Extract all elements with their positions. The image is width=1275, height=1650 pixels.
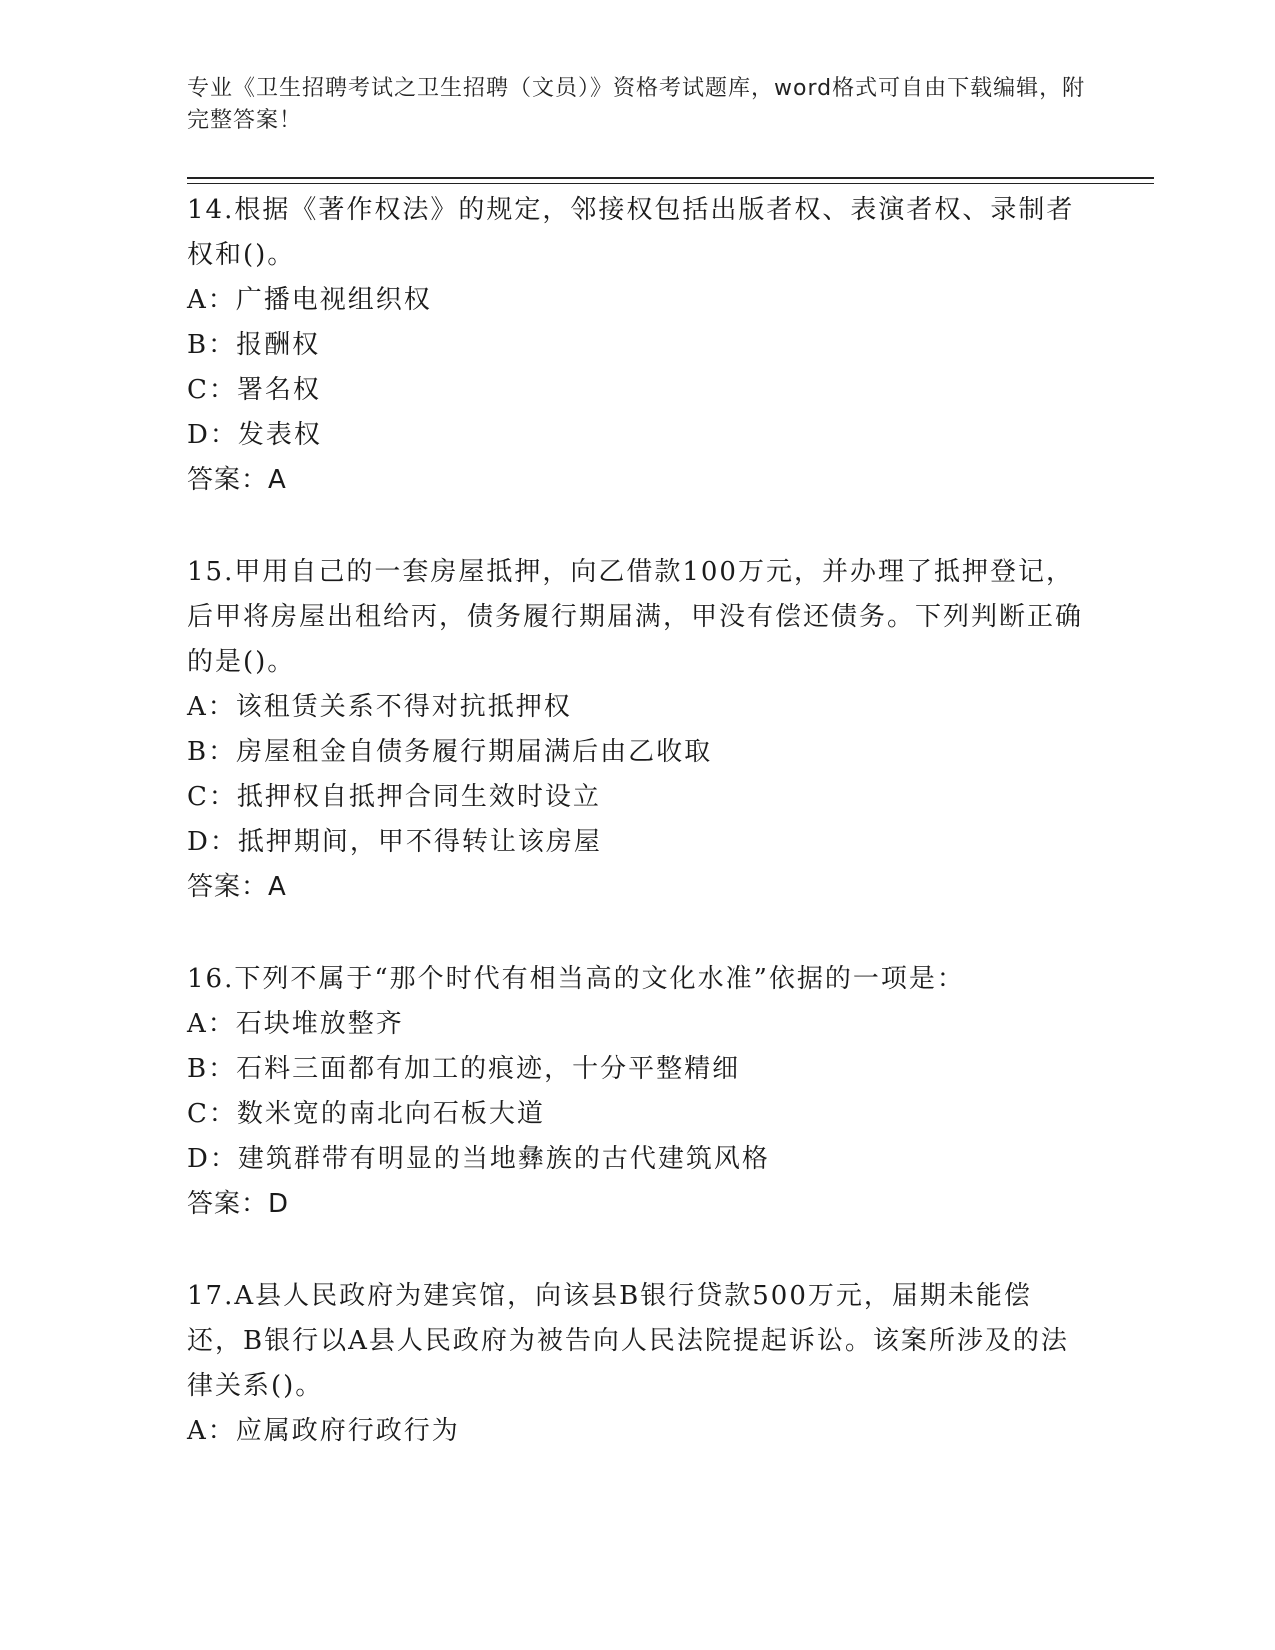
option-b: B：房屋租金自债务履行期届满后由乙收取 xyxy=(187,737,713,767)
answer: 答案：D xyxy=(187,1189,290,1219)
question-17 xyxy=(187,1274,1087,1454)
option-c: C：抵押权自抵押合同生效时设立 xyxy=(187,782,601,812)
option-a: A：广播电视组织权 xyxy=(187,285,432,315)
question-spacer xyxy=(187,503,1087,550)
question-15 xyxy=(187,550,1087,910)
option-c: C：署名权 xyxy=(187,375,321,405)
option-a: A：应属政府行政行为 xyxy=(187,1416,460,1446)
option-a: A：该租赁关系不得对抗抵押权 xyxy=(187,692,572,722)
header-divider-thin xyxy=(187,183,1154,184)
question-list xyxy=(187,188,1087,1454)
option-d: D：发表权 xyxy=(187,420,322,450)
option-a: A：石块堆放整齐 xyxy=(187,1009,404,1039)
answer: 答案：A xyxy=(187,465,287,495)
page-header: 专业《卫生招聘考试之卫生招聘（文员）》资格考试题库，word格式可自由下载编辑，附完整答案！ xyxy=(187,76,1086,133)
option-b: B：报酬权 xyxy=(187,330,321,360)
question-14 xyxy=(187,188,1087,503)
option-b: B：石料三面都有加工的痕迹，十分平整精细 xyxy=(187,1054,741,1084)
question-spacer xyxy=(187,1227,1087,1274)
question-stem: 15.甲用自己的一套房屋抵押，向乙借款100万元，并办理了抵押登记，后甲将房屋出租给丙，债务履行期届满，甲没有偿还债务。下列判断正确的是()。 xyxy=(187,557,1084,677)
question-stem: 16.下列不属于“那个时代有相当高的文化水准”依据的一项是： xyxy=(187,964,965,994)
option-d: D：建筑群带有明显的当地彝族的古代建筑风格 xyxy=(187,1144,770,1174)
header-divider-thick xyxy=(187,177,1154,179)
option-d: D：抵押期间，甲不得转让该房屋 xyxy=(187,827,602,857)
question-spacer xyxy=(187,910,1087,957)
question-stem: 17.A县人民政府为建宾馆，向该县B银行贷款500万元，届期未能偿还，B银行以A县人民政府为被告向人民法院提起诉讼。该案所涉及的法律关系()。 xyxy=(187,1281,1069,1401)
option-c: C：数米宽的南北向石板大道 xyxy=(187,1099,545,1129)
answer: 答案：A xyxy=(187,872,287,902)
question-stem: 14.根据《著作权法》的规定，邻接权包括出版者权、表演者权、录制者权和()。 xyxy=(187,195,1075,270)
question-16 xyxy=(187,957,1087,1227)
